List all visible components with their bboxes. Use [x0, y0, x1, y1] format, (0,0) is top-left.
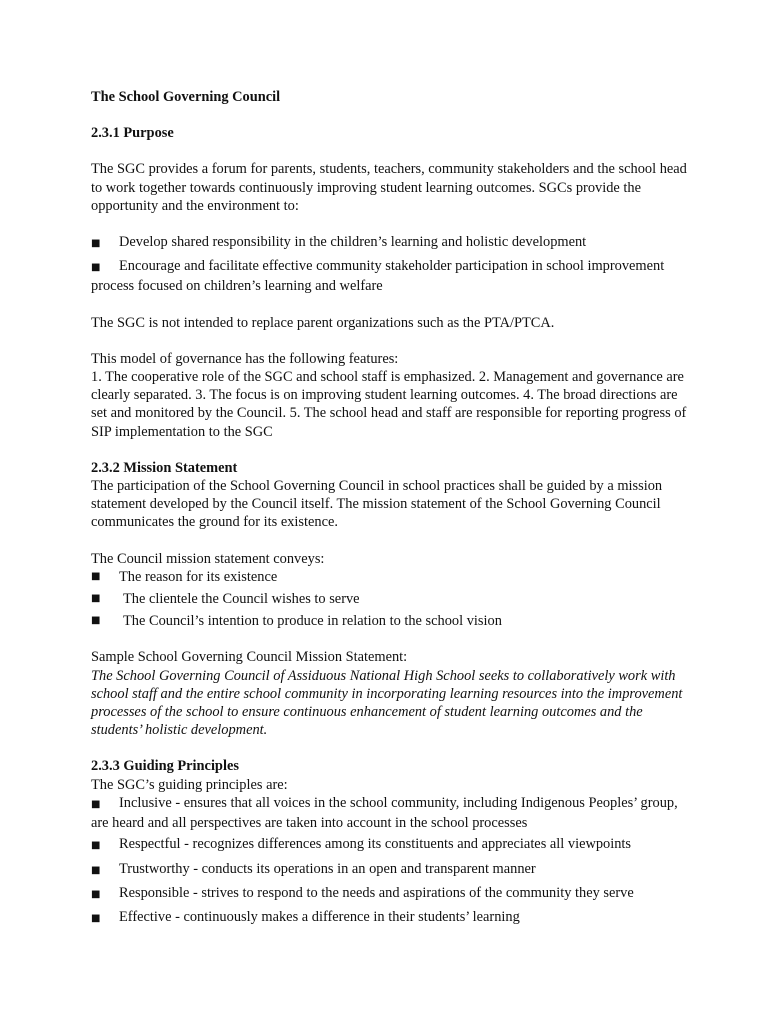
principles-bullet-text: Inclusive - ensures that all voices in the school community, including Indigenous Peoples’ group, are heard and all perspectives are taken into account in the school processes [91, 794, 678, 832]
principles-bullet-text: Trustworthy - conducts its operations in an open and transparent manner [119, 860, 536, 877]
principles-bullet-text: Respectful - recognizes differences among its constituents and appreciates all viewpoints [119, 836, 632, 853]
square-bullet-icon: ■ [91, 570, 101, 582]
purpose-heading: 2.3.1 Purpose [91, 125, 174, 142]
mission-bullet-item [91, 568, 691, 586]
principles-bullet-item [91, 908, 691, 928]
principles-heading: 2.3.3 Guiding Principles [91, 758, 239, 775]
document-page [91, 88, 691, 928]
purpose-bullet-text: Develop shared responsibility in the children’s learning and holistic development [119, 234, 587, 251]
principles-bullet-item [91, 860, 691, 880]
principles-bullet-item [91, 794, 691, 832]
square-bullet-icon: ■ [91, 238, 101, 250]
purpose-bullet-item [91, 233, 691, 253]
mission-sample-lead: Sample School Governing Council Mission Statement: [91, 649, 408, 666]
features-lead: This model of governance has the following features: [91, 350, 399, 367]
mission-conveys-lead: The Council mission statement conveys: [91, 550, 325, 567]
purpose-intro: The SGC provides a forum for parents, students, teachers, community stakeholders and the school head to work together towards continuously improving student learning outcomes. SGCs provide the opportunity and the environment to: [91, 161, 687, 214]
principles-bullet-text: Effective - continuously makes a difference in their students’ learning [119, 908, 520, 925]
document-title: The School Governing Council [91, 89, 281, 105]
square-bullet-icon: ■ [91, 262, 101, 274]
mission-intro: The participation of the School Governing Council in school practices shall be guided by a mission statement developed by the Council itself. The mission statement of the School Governing Council communicates the ground for its existence. [91, 478, 663, 531]
mission-bullet-text: The Council’s intention to produce in relation to the school vision [123, 613, 502, 630]
mission-heading: 2.3.2 Mission Statement [91, 459, 238, 476]
square-bullet-icon: ■ [91, 864, 101, 876]
mission-sample-text: The School Governing Council of Assiduous National High School seeks to collaboratively work with school staff and the entire school community in incorporating learning resources into the improvement processes of the school to ensure continuous enhancement of student learning outcomes and the students’ holistic development. [91, 667, 683, 739]
principles-bullet-list [91, 794, 691, 928]
purpose-bullet-text: Encourage and facilitate effective community stakeholder participation in school improvement process focused on children’s learning and welfare [91, 258, 665, 295]
mission-bullet-text: The clientele the Council wishes to serve [123, 591, 360, 608]
square-bullet-icon: ■ [91, 615, 101, 627]
square-bullet-icon: ■ [91, 593, 101, 605]
square-bullet-icon: ■ [91, 888, 101, 900]
features-text: 1. The cooperative role of the SGC and school staff is emphasized. 2. Management and governance are clearly separated. 3. The focus is on improving student learning outcomes. 4. The broad directions are set and monitored by the Council. 5. The school head and staff are responsible for reporting progress of SIP implementation to the SGC [91, 369, 687, 440]
principles-bullet-text: Responsible - strives to respond to the needs and aspirations of the community they serve [119, 884, 634, 901]
mission-bullet-text: The reason for its existence [119, 568, 278, 585]
purpose-note: The SGC is not intended to replace parent organizations such as the PTA/PTCA. [91, 314, 555, 331]
mission-bullet-list [91, 568, 691, 631]
mission-bullet-item [91, 612, 691, 630]
principles-bullet-item [91, 835, 691, 855]
principles-bullet-item [91, 884, 691, 904]
purpose-bullet-list [91, 233, 691, 296]
mission-bullet-item [91, 590, 691, 608]
square-bullet-icon: ■ [91, 798, 101, 810]
purpose-bullet-item [91, 257, 691, 295]
principles-intro: The SGC’s guiding principles are: [91, 776, 288, 793]
square-bullet-icon: ■ [91, 912, 101, 924]
square-bullet-icon: ■ [91, 840, 101, 852]
